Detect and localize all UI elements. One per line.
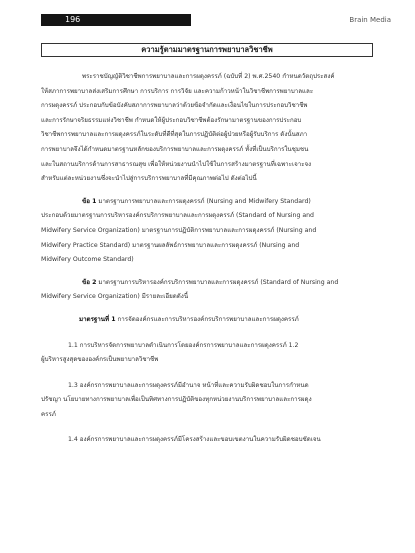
- sub-item-line: 1.3 องค์กรการพยาบาลและการผดุงครรภ์มีอำนาจ หน้าที่และความรับผิดชอบในการกำหนด: [68, 381, 309, 389]
- intro-line: พระราชบัญญัติวิชาชีพการพยาบาลและการผดุงครรภ์ (ฉบับที่ 2) พ.ศ.2540 กำหนดวัตถุประสงค์: [82, 73, 335, 80]
- intro-line: ให้สภาการพยาบาลส่งเสริมการศึกษา การบริการ การวิจัย และความก้าวหน้าในวิชาชีพการพยาบาลและ: [41, 87, 314, 95]
- sub-item-line: 1.4 องค์กรการพยาบาลและการผดุงครรภ์มีโครงสร้างและขอบเขตงานในความรับผิดชอบชัดเจน: [68, 436, 321, 444]
- sub-item-line: ครรภ์: [41, 410, 56, 418]
- page-number: 196: [65, 15, 81, 24]
- item1-text: มาตรฐานการพยาบาลและการผดุงครรภ์ (Nursing and Midwifery Standard): [96, 197, 311, 205]
- item1-label: ข้อ 1: [82, 197, 97, 205]
- item1-line: [41, 195, 373, 210]
- standard1-label: มาตรฐานที่ 1: [79, 315, 116, 323]
- intro-line: สำหรับแต่ละหน่วยงานซึ่งจะนำไปสู่การบริการพยาบาลที่มีคุณภาพต่อไป ดังต่อไปนี้: [41, 175, 257, 183]
- intro-line: วิชาชีพการพยาบาลและการผดุงครรภ์ในระดับที่ดีที่สุดในการปฏิบัติต่อผู้ป่วยหรือผู้รับบริการ ดังนั้นสภา: [41, 131, 308, 139]
- sub-item-line: ผู้บริหารสูงสุดขององค์กรเป็นพยาบาลวิชาชีพ: [41, 356, 159, 364]
- standard1-heading: [41, 313, 373, 328]
- item1-line: Midwifery Service Organization) มาตรฐานการปฏิบัติการพยาบาลและการผดุงครรภ์ (Nursing and: [41, 226, 317, 234]
- publisher-name: Brain Media: [349, 16, 391, 24]
- item1-line: Midwifery Practice Standard) มาตรฐานผลลัพธ์การพยาบาลและการผดุงครรภ์ (Nursing and: [41, 241, 300, 249]
- sub-item-line: ปรัชญา นโยบายทางการพยาบาลเพื่อเป็นทิศทางการปฏิบัติของทุกหน่วยงานบริการพยาบาลและการผดุง: [41, 396, 312, 404]
- item1-line: Midwifery Outcome Standard): [41, 256, 134, 264]
- item2-line: [41, 276, 373, 291]
- item2-line: Midwifery Service Organization) มีรายละเอียดดังนี้: [41, 293, 189, 301]
- section-title: ความรู้ตามมาตรฐานการพยาบาลวิชาชีพ: [41, 43, 373, 57]
- intro-line: และการรักษาจริยธรรมแห่งวิชาชีพ กำหนดให้ผู้ประกอบวิชาชีพต้องรักษามาตรฐานของการประกอบ: [41, 116, 302, 124]
- page-header-bar: [41, 14, 191, 26]
- document-body: [41, 70, 373, 448]
- intro-line: การผดุงครรภ์ ประกอบกับข้อบังคับสภาการพยาบาลว่าด้วยข้อจำกัดและเงื่อนไขในการประกอบวิชาชีพ: [41, 102, 308, 110]
- sub-item-line: 1.1 การบริหารจัดการพยาบาลดำเนินการโดยองค์กรการพยาบาลและการผดุงครรภ์ 1.2: [68, 341, 299, 349]
- intro-line: การพยาบาลจึงได้กำหนดมาตรฐานหลักของบริการพยาบาลและการผดุงครรภ์ ทั้งที่เป็นบริการในชุมชน: [41, 145, 309, 153]
- item2-text: มาตรฐานการบริหารองค์กรบริการพยาบาลและการผดุงครรภ์ (Standard of Nursing and: [96, 278, 339, 286]
- item1-line: ประกอบด้วยมาตรฐานการบริหารองค์กรบริการพยาบาลและการผดุงครรภ์ (Standard of Nursing and: [41, 212, 314, 220]
- standard1-text: การจัดองค์กรและการบริหารองค์กรบริการพยาบาลและการผดุงครรภ์: [115, 315, 299, 323]
- item2-label: ข้อ 2: [82, 278, 97, 286]
- intro-line: และในสถานบริการด้านการสาธารณสุข เพื่อให้หน่วยงานนำไปใช้ในการสร้างมาตรฐานที่เฉพาะเจาะจง: [41, 160, 312, 168]
